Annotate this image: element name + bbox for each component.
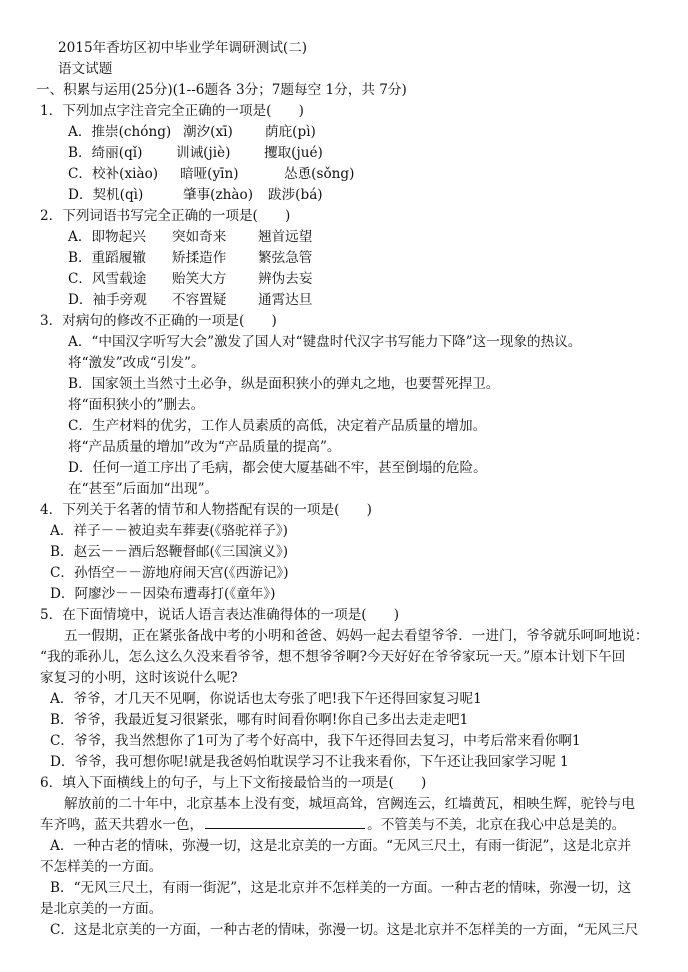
option-word: C．风雪载途 xyxy=(68,271,147,287)
option-word: 不容置疑 xyxy=(172,292,227,308)
question-5-stem: 5．在下面情境中，说话人语言表达准确得体的一项是( ) xyxy=(40,607,400,623)
question-3-fix-c: 将“产品质量的增加”改为“产品质量的提高”。 xyxy=(68,439,341,455)
fill-in-blank xyxy=(205,815,365,829)
question-1-option-b xyxy=(68,143,323,163)
question-3-option-a: A．“中国汉字听写大会”激发了国人对“键盘时代汉字书写能力下降”这一现象的热议。 xyxy=(68,334,582,350)
question-4-stem: 4．下列关于名著的情节和人物搭配有误的一项是( ) xyxy=(40,502,372,518)
question-3-fix-b: 将“面积狭小的”删去。 xyxy=(68,397,205,413)
option-word: B．重蹈履辙 xyxy=(68,250,146,266)
option-word: 翘首远望 xyxy=(258,229,313,245)
option-word: 训诫(jiè) xyxy=(176,145,231,161)
option-word: A．推崇(chóng) xyxy=(68,124,172,140)
question-3-fix-d: 在“甚至”后面加“出现”。 xyxy=(68,481,219,497)
section-heading: 一、积累与运用(25分)(1--6题各 3分；7题每空 1分，共 7分) xyxy=(36,82,407,98)
question-5-passage-line: 家复习的小明，这时该说什么呢? xyxy=(40,670,238,686)
option-word: C．校补(xiào) xyxy=(68,166,159,182)
question-2-option-d xyxy=(68,290,312,310)
question-6-option-b-cont: 是北京美的一方面。 xyxy=(40,901,163,917)
question-1-option-d xyxy=(68,185,323,205)
exam-title: 2015年香坊区初中毕业学年调研测试(二) xyxy=(58,40,308,56)
question-6-option-c: C．这是北京美的一方面，一种古老的情味，弥漫一切。这是北京并不怎样美的一方面，“无风三尺 xyxy=(50,922,639,938)
option-word: B．绮丽(qǐ) xyxy=(68,145,143,161)
option-word: 暗哑(yīn) xyxy=(180,166,239,182)
question-3-fix-a: 将“激发”改成“引发”。 xyxy=(68,355,205,371)
question-5-passage-line: 五一假期，正在紧张备战中考的小明和爸爸、妈妈一起去看望爷爷．一进门，爷爷就乐呵呵地说： xyxy=(64,628,649,644)
question-4-option-b: B．赵云－－酒后怒鞭督邮(《三国演义》) xyxy=(50,544,289,560)
option-word: D．契机(qì) xyxy=(68,187,144,203)
option-word: 肇事(zhào) xyxy=(183,187,253,203)
option-word: 通霄达旦 xyxy=(258,292,313,308)
question-1-option-c xyxy=(68,164,354,184)
question-6-option-a: A．一种古老的情味，弥漫一切，这是北京美的一方面。“无风三尺土，有雨一街泥”，这是北京并 xyxy=(50,838,632,854)
option-word: 攫取(jué) xyxy=(264,145,323,161)
question-6-option-b: B．“无风三尺土，有雨一街泥”，这是北京并不怎样美的一方面。一种古老的情味，弥漫一切，这 xyxy=(50,880,632,896)
option-word: 怂恿(sǒng) xyxy=(284,166,355,182)
question-1-stem: 1．下列加点字注音完全正确的一项是( ) xyxy=(40,103,304,119)
question-3-option-d: D．任何一道工序出了毛病，都会使大厦基础不牢，甚至倒塌的危险。 xyxy=(68,460,487,476)
option-word: 矫揉造作 xyxy=(172,250,227,266)
option-word: A．即物起兴 xyxy=(68,229,146,245)
question-4-option-a: A．祥子－－被迫卖车葬妻(《骆驼祥子》) xyxy=(50,523,288,539)
question-6-option-a-cont: 不怎样美的一方面。 xyxy=(40,859,163,875)
passage-text: 。不管美与不美，北京在我心中总是美的。 xyxy=(367,817,626,833)
question-2-option-a xyxy=(68,227,312,247)
question-1-option-a xyxy=(68,122,316,142)
question-3-option-b: B．国家领土当然寸土必争，纵是面积狭小的弹丸之地，也要誓死捍卫。 xyxy=(68,376,500,392)
option-word: 潮汐(xī) xyxy=(183,124,233,140)
option-word: 辨伪去妄 xyxy=(258,271,313,287)
question-3-stem: 3．对病句的修改不正确的一项是( ) xyxy=(40,313,277,329)
question-4-option-c: C．孙悟空－－游地府闹天宫(《西游记》) xyxy=(50,565,289,581)
question-5-option-d: D．爷爷，我可想你呢!就是我爸妈怕耽误学习不让我来看你，下午还让我回家学习呢 1 xyxy=(50,754,569,770)
question-6-passage-line: 解放前的二十年中，北京基本上没有变，城垣高耸，宫阙连云，红墙黄瓦，相映生辉，驼铃与电 xyxy=(64,796,635,812)
exam-subject: 语文试题 xyxy=(58,61,113,77)
option-word: 荫庇(pì) xyxy=(265,124,316,140)
question-5-option-b: B．爷爷，我最近复习很紧张，哪有时间看你啊!你自己多出去走走吧1 xyxy=(50,712,469,728)
option-word: 贻笑大方 xyxy=(172,271,227,287)
question-6-stem: 6．填入下面横线上的句子，与上下文衔接最恰当的一项是( ) xyxy=(40,775,427,791)
option-word: 突如奇来 xyxy=(172,229,227,245)
question-2-stem: 2．下列词语书写完全正确的一项是( ) xyxy=(40,208,291,224)
question-2-option-c xyxy=(68,269,312,289)
option-word: D．袖手旁观 xyxy=(68,292,147,308)
question-3-option-c: C．生产材料的优劣，工作人员素质的高低，决定着产品质量的增加。 xyxy=(68,418,487,434)
passage-text: 车齐鸣，蓝天共碧水一色， xyxy=(40,817,204,833)
question-6-passage-line xyxy=(40,815,625,835)
question-5-option-a: A．爷爷，才几天不见啊，你说话也太夸张了吧!我下午还得回家复习呢1 xyxy=(50,691,482,707)
question-2-option-b xyxy=(68,248,312,268)
question-5-option-c: C．爷爷，我当然想你了1可为了考个好高中，我下午还得回去复习，中考后常来看你啊1 xyxy=(50,733,581,749)
option-word: 跋涉(bá) xyxy=(268,187,323,203)
option-word: 繁弦急管 xyxy=(258,250,313,266)
question-4-option-d: D．阿廖沙－－因染布遭毒打(《童年》) xyxy=(50,586,276,602)
question-5-passage-line: “我的乖孙儿，怎么这么久没来看爷爷，想不想爷爷啊?今天好好在爷爷家玩一天。”原本计划下午回 xyxy=(40,649,626,665)
